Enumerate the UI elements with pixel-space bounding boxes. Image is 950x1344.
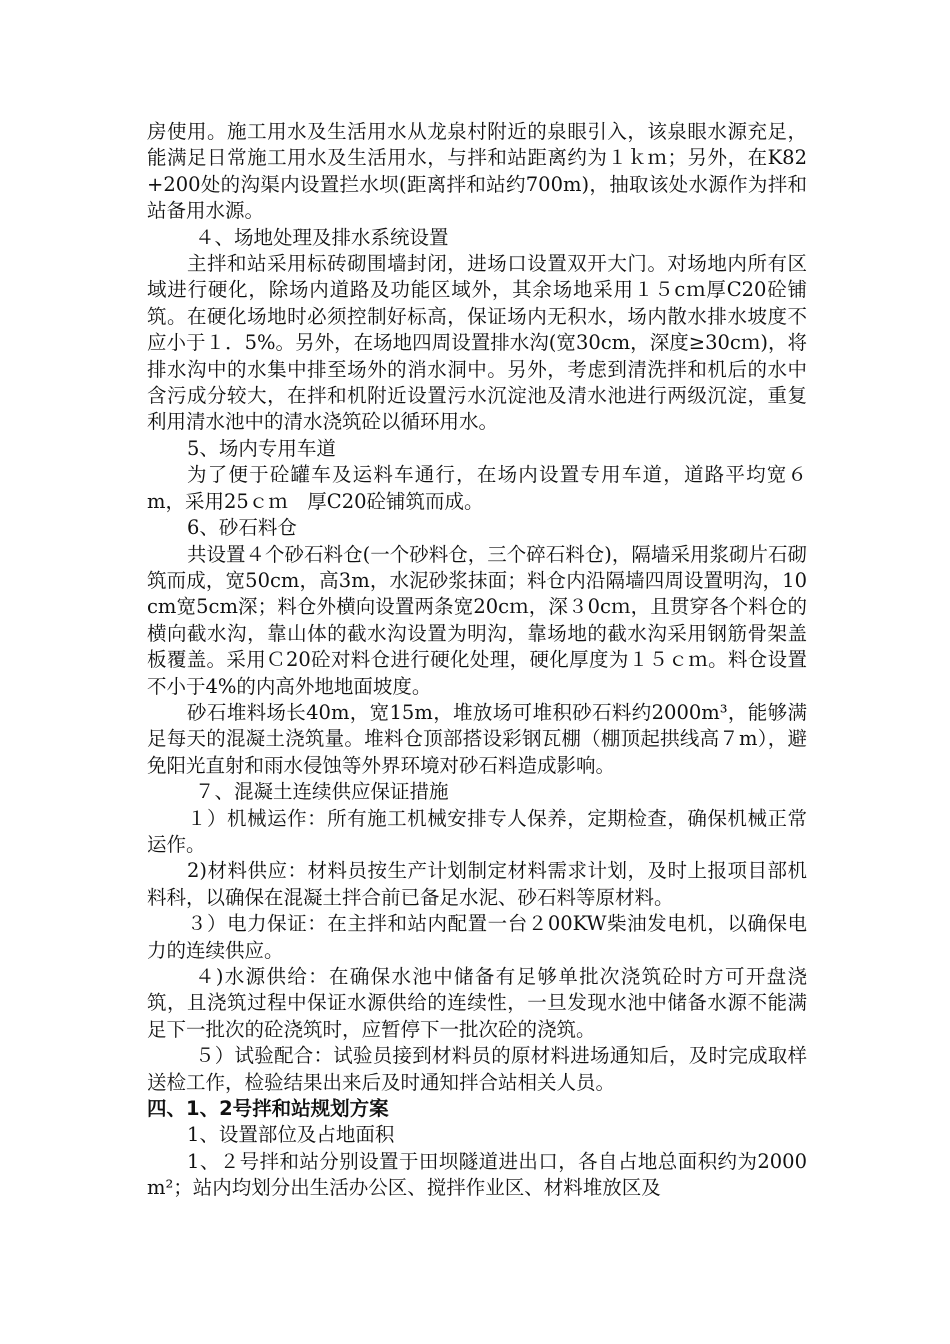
section-title-location-area: 1、设置部位及占地面积	[187, 1123, 395, 1147]
document-body	[147, 119, 807, 1202]
paragraph-location-area: 1、２号拌和站分别设置于田坝隧道进出口，各自占地总面积约为2000m²；站内均划分出生活办公区、搅拌作业区、材料堆放区及	[147, 1149, 807, 1200]
paragraph-dedicated-road: 为了便于砼罐车及运料车通行，在场内设置专用车道，道路平均宽６m，采用25ｃｍ 厚C20砼铺筑而成。	[147, 463, 807, 513]
section-title-concrete-supply: ７、混凝土连续供应保证措施	[195, 780, 449, 804]
paragraph-machinery: １）机械运作：所有施工机械安排专人保养，定期检查，确保机械正常运作。	[147, 806, 807, 856]
section-title-aggregate-bins: 6、砂石料仓	[187, 516, 297, 540]
section-title-dedicated-road: 5、场内专用车道	[187, 436, 336, 460]
chapter-title-plants-1-2: 四、1、2号拌和站规划方案	[147, 1097, 389, 1121]
paragraph-testing: ５）试验配合：试验员接到材料员的原材料进场通知后，及时完成取样送检工作，检验结果出来后及时通知拌合站相关人员。	[147, 1044, 807, 1094]
paragraph-site-treatment: 主拌和站采用标砖砌围墙封闭，进场口设置双开大门。对场地内所有区域进行硬化，除场内道路及功能区域外，其余场地采用１５cｍ厚C20砼铺筑。在硬化场地时必须控制好标高，保证场内无积水，场内散水排水坡度不应小于１．5%。另外，在场地四周设置排水沟(宽30cm，深度≥30cｍ)，将排水沟中的水集中排至场外的消水洞中。另外，考虑到清洗拌和机后的水中含污成分较大，在拌和机附近设置污水沉淀池及清水池进行两级沉淀，重复利用清水池中的清水浇筑砼以循环用水。	[147, 252, 807, 434]
paragraph-materials: 2)材料供应：材料员按生产计划制定材料需求计划，及时上报项目部机料科，以确保在混凝土拌合前已备足水泥、砂石料等原材料。	[147, 859, 807, 909]
paragraph-water-supply: ４)水源供给：在确保水池中储备有足够单批次浇筑砼时方可开盘浇筑，且浇筑过程中保证水源供给的连续性，一旦发现水池中储备水源不能满足下一批次的砼浇筑时，应暂停下一批次砼的浇筑。	[147, 965, 807, 1041]
paragraph-aggregate-bins: 共设置４个砂石料仓(一个砂料仓，三个碎石料仓)，隔墙采用浆砌片石砌筑而成，宽50cm，高3m，水泥砂浆抹面；料仓内沿隔墙四周设置明沟，10cm宽5cm深；料仓外横向设置两条宽20cｍ，深３0cｍ，且贯穿各个料仓的横向截水沟，靠山体的截水沟设置为明沟，靠场地的截水沟采用钢筋骨架盖板覆盖。采用Ｃ20砼对料仓进行硬化处理，硬化厚度为１５ｃｍ。料仓设置不小于4%的内高外地地面坡度。	[147, 542, 807, 698]
paragraph-stockpile-yard: 砂石堆料场长40m，宽15m，堆放场可堆积砂石料约2000m³，能够满足每天的混凝土浇筑量。堆料仓顶部搭设彩钢瓦棚（棚顶起拱线高７m），避免阳光直射和雨水侵蚀等外界环境对砂石料造成影响。	[147, 700, 807, 777]
paragraph-power: ３）电力保证：在主拌和站内配置一台２00KW柴油发电机，以确保电力的连续供应。	[147, 912, 807, 962]
section-title-site-drainage: ４、场地处理及排水系统设置	[195, 225, 449, 249]
paragraph-water-source: 房使用。施工用水及生活用水从龙泉村附近的泉眼引入，该泉眼水源充足，能满足日常施工用水及生活用水，与拌和站距离约为１ｋｍ；另外，在K82+200处的沟渠内设置拦水坝(距离拌和站约700m)，抽取该处水源作为拌和站备用水源。	[147, 120, 807, 223]
